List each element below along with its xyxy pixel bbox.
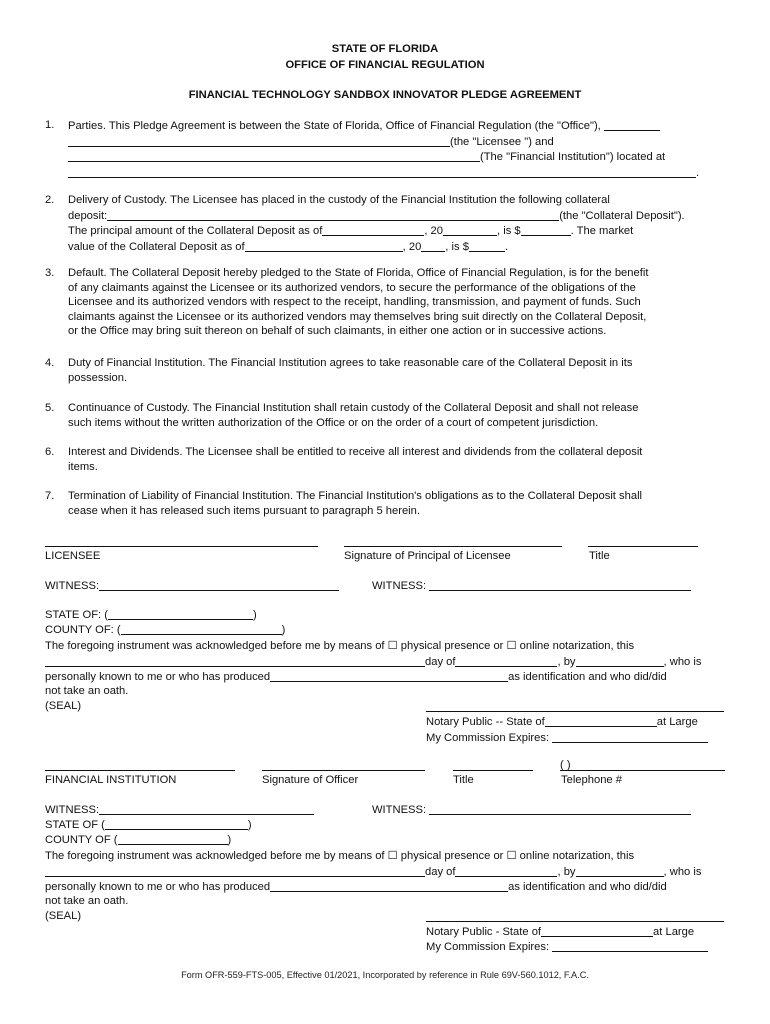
interest-line: Interest and Dividends. The Licensee shall be entitled to receive all interest and dividends from the collateral deposit	[68, 446, 643, 458]
dollar-label: , is $	[497, 225, 521, 238]
principal-date-field[interactable]	[322, 223, 424, 236]
who-is-label: , who is	[663, 866, 702, 878]
at-large-label: at Large	[656, 716, 698, 728]
fi-month-field[interactable]	[455, 864, 557, 877]
county-field[interactable]	[121, 622, 282, 635]
county-of-label: COUNTY OF (	[45, 834, 118, 846]
period: .	[696, 166, 700, 179]
close-paren: )	[252, 609, 257, 621]
notary-label: Notary Public -- State of	[426, 716, 545, 728]
at-large-label: at Large	[653, 926, 695, 938]
identification-field[interactable]	[270, 669, 508, 682]
fi-ack-line: The foregoing instrument was acknowledged before me by means of ☐ physical presence or ☐ online notarization, this	[45, 850, 635, 862]
fi-county-field[interactable]	[118, 832, 228, 845]
fi-title-line[interactable]	[453, 770, 533, 771]
fi-state-field[interactable]	[105, 817, 248, 830]
fi-signature-line[interactable]	[45, 770, 235, 771]
licensee-label: LICENSEE	[45, 550, 101, 562]
as-id-label: as identification and who did/did	[508, 671, 667, 683]
form-footer: Form OFR-559-FTS-005, Effective 01/2021, Incorporated by reference in Rule 69V-560.1012, F.A.C.	[181, 970, 589, 980]
close-paren: )	[227, 834, 232, 846]
section-number: 2.	[45, 194, 55, 206]
parties-field-1[interactable]	[604, 118, 660, 131]
interest-line: items.	[68, 460, 98, 473]
licensee-state-of	[45, 607, 257, 623]
continuance-line: such items without the written authorization of the Office or on the order of a court of competent jurisdiction.	[68, 416, 599, 429]
close-paren: )	[281, 624, 286, 636]
fi-notary	[426, 924, 694, 940]
duty-line: Duty of Financial Institution. The Financial Institution agrees to take reasonable care of the Collateral Deposit in its	[68, 357, 633, 369]
principal-signature-line[interactable]	[344, 546, 562, 547]
as-id-label: as identification and who did/did	[508, 881, 667, 893]
officer-signature-label: Signature of Officer	[262, 774, 359, 786]
by-name-field[interactable]	[576, 654, 664, 667]
fi-oath: not take an oath.	[45, 895, 129, 907]
continuance-line: Continuance of Custody. The Financial Institution shall retain custody of the Collateral Deposit and shall not release	[68, 402, 639, 414]
section-number: 5.	[45, 402, 55, 414]
fi-notary-signature-line[interactable]	[426, 921, 724, 922]
fi-state-of	[45, 817, 252, 833]
default-line: claimants against the Licensee or its authorized vendors may themselves bring suit directly on the Collateral Deposit,	[68, 310, 647, 323]
collateral-deposit-field[interactable]	[107, 208, 559, 221]
commission-label: My Commission Expires:	[426, 941, 550, 953]
licensee-county-of	[45, 622, 285, 638]
licensee-ack-line: The foregoing instrument was acknowledged before me by means of ☐ physical presence or ☐ online notarization, this	[45, 640, 635, 652]
market-value-label: value of the Collateral Deposit as of	[68, 240, 245, 253]
fi-county-of	[45, 832, 231, 848]
known-label: personally known to me or who has produced	[45, 671, 271, 683]
witness-label: WITNESS:	[372, 580, 427, 592]
year-prefix: , 20	[402, 240, 422, 253]
section-number: 6.	[45, 446, 55, 458]
principal-amount-label: The principal amount of the Collateral Deposit as of	[68, 225, 323, 238]
licensee-seal: (SEAL)	[45, 700, 82, 712]
day-of-label: day of	[425, 866, 456, 878]
principal-amount-field[interactable]	[521, 223, 571, 236]
witness-2-field[interactable]	[429, 578, 691, 591]
market-label: . The market	[570, 225, 634, 238]
licensee-witness-2	[372, 578, 691, 594]
licensee-witness-1	[45, 578, 339, 594]
close-paren: )	[247, 819, 252, 831]
fi-commission-field[interactable]	[552, 939, 708, 952]
notary-signature-line[interactable]	[426, 711, 724, 712]
section-number: 7.	[45, 490, 55, 502]
period: .	[504, 240, 509, 253]
market-year-field[interactable]	[421, 239, 445, 252]
state-of-label: STATE OF: (	[45, 609, 108, 621]
collateral-deposit-label: (the "Collateral Deposit").	[559, 209, 685, 222]
fi-witness-2	[372, 802, 691, 818]
commission-label: My Commission Expires:	[426, 732, 550, 744]
year-prefix: , 20	[424, 225, 444, 238]
section-number: 1.	[45, 119, 55, 131]
licensee-ack-day	[45, 654, 701, 670]
termination-line: Termination of Liability of Financial Institution. The Financial Institution's obligations as to the Collateral Deposit shall	[68, 490, 643, 502]
licensee-title-line[interactable]	[588, 546, 698, 547]
licensee-label: (the "Licensee ") and	[450, 135, 554, 148]
fi-ack-produced	[45, 879, 667, 895]
market-date-field[interactable]	[245, 239, 403, 252]
deposit-label: deposit:	[68, 209, 108, 222]
default-line: or the Office may bring suit thereon on behalf of such claimants, in either one action or in successive actions.	[68, 325, 607, 338]
known-label: personally known to me or who has produced	[45, 881, 271, 893]
fi-title-label: Title	[453, 774, 474, 786]
by-label: , by	[557, 656, 576, 668]
state-of-label: STATE OF (	[45, 819, 105, 831]
officer-signature-line[interactable]	[262, 770, 425, 771]
header-state: STATE OF FLORIDA	[331, 43, 439, 55]
principal-year-field[interactable]	[443, 223, 497, 236]
witness-label: WITNESS:	[45, 580, 100, 592]
licensee-ack-produced	[45, 669, 667, 685]
section-number: 3.	[45, 267, 55, 279]
fi-notary-state-field[interactable]	[541, 924, 653, 937]
fi-seal: (SEAL)	[45, 910, 82, 922]
licensee-title-label: Title	[589, 550, 610, 562]
licensee-name-field[interactable]	[68, 134, 450, 147]
termination-line: cease when it has released such items pursuant to paragraph 5 herein.	[68, 504, 420, 517]
fi-located-label: (The "Financial Institution") located at	[480, 151, 666, 164]
witness-1-field[interactable]	[99, 578, 339, 591]
default-line: Default. The Collateral Deposit hereby pledged to the State of Florida, Office of Financial Regulation, is for the benefit	[68, 267, 649, 279]
fi-commission	[426, 939, 708, 955]
who-is-label: , who is	[663, 656, 702, 668]
delivery-text: Delivery of Custody. The Licensee has placed in the custody of the Financial Institution the following collateral	[68, 194, 610, 206]
licensee-notary	[426, 714, 698, 730]
section-number: 4.	[45, 357, 55, 369]
fi-label: FINANCIAL INSTITUTION	[45, 774, 177, 786]
duty-line: possession.	[68, 371, 128, 384]
dollar-label: , is $	[445, 240, 469, 253]
county-of-label: COUNTY OF: (	[45, 624, 121, 636]
fi-identification-field[interactable]	[270, 879, 508, 892]
licensee-oath: not take an oath.	[45, 685, 129, 697]
fi-witness-1	[45, 802, 314, 818]
fi-by-name-field[interactable]	[576, 864, 664, 877]
fi-witness-2-field[interactable]	[429, 802, 691, 815]
fi-address-field[interactable]	[68, 165, 696, 178]
witness-label: WITNESS:	[372, 804, 427, 816]
fi-ack-day	[45, 864, 701, 880]
fi-day-number-field[interactable]	[45, 864, 425, 877]
market-value-field[interactable]	[469, 239, 505, 252]
fi-witness-1-field[interactable]	[99, 802, 314, 815]
day-of-label: day of	[425, 656, 456, 668]
notary-state-field[interactable]	[545, 714, 657, 727]
day-number-field[interactable]	[45, 654, 425, 667]
by-label: , by	[557, 866, 576, 878]
document-title: FINANCIAL TECHNOLOGY SANDBOX INNOVATOR PLEDGE AGREEMENT	[188, 89, 582, 101]
telephone-label: Telephone #	[561, 774, 622, 786]
licensee-commission	[426, 730, 708, 746]
financial-institution-field[interactable]	[68, 149, 480, 162]
principal-signature-label: Signature of Principal of Licensee	[344, 550, 511, 562]
state-field[interactable]	[108, 607, 253, 620]
header-office: OFFICE OF FINANCIAL REGULATION	[285, 59, 485, 71]
parties-text: Parties. This Pledge Agreement is between the State of Florida, Office of Financial Regulation (the "Office"),	[68, 120, 601, 132]
telephone-line[interactable]	[560, 770, 725, 771]
default-line: of any claimants against the Licensee or its authorized vendors, to secure the performance of the obligations of the	[68, 281, 636, 294]
month-field[interactable]	[455, 654, 557, 667]
witness-label: WITNESS:	[45, 804, 100, 816]
default-line: Licensee and its authorized vendors with respect to the receipt, handling, transmission, and payment of funds. Such	[68, 296, 641, 309]
telephone-area-code: ( )	[560, 759, 571, 771]
notary-label: Notary Public - State of	[426, 926, 542, 938]
commission-field[interactable]	[552, 730, 708, 743]
licensee-signature-line[interactable]	[45, 546, 318, 547]
